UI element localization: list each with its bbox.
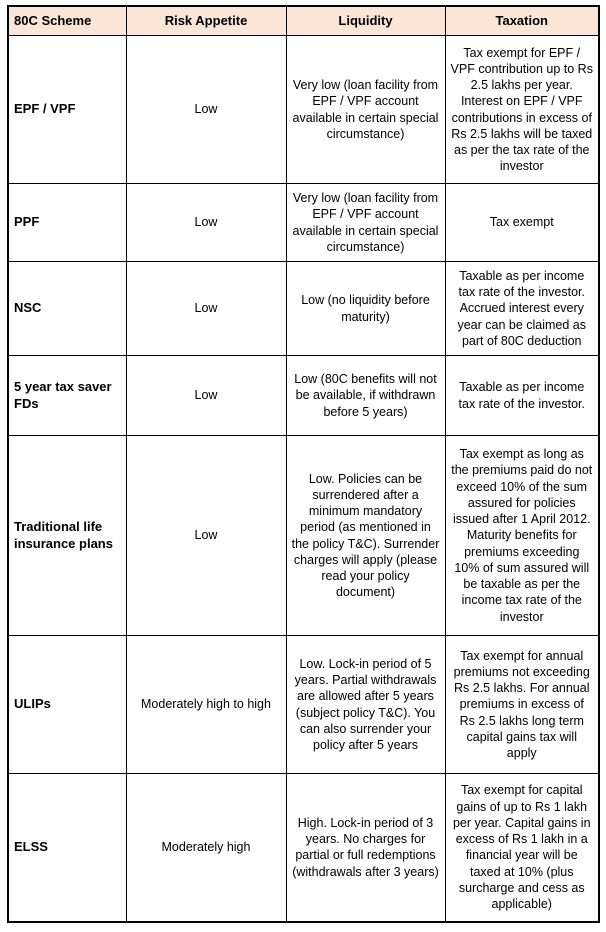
liquidity-cell: Low. Lock-in period of 5 years. Partial withdrawals are allowed after 5 years (subject policy T&C). You can also surrender your policy after 5 years xyxy=(286,636,445,774)
risk-appetite-cell: Moderately high to high xyxy=(126,636,286,774)
table-row xyxy=(8,774,599,922)
risk-appetite-cell: Low xyxy=(126,262,286,356)
taxation-cell: Tax exempt xyxy=(445,184,599,262)
liquidity-cell: Low. Policies can be surrendered after a minimum mandatory period (as mentioned in the policy T&C). Surrender charges will apply (please read your policy document) xyxy=(286,436,445,636)
table-row xyxy=(8,636,599,774)
scheme-cell: EPF / VPF xyxy=(8,36,126,184)
taxation-cell: Taxable as per income tax rate of the investor. Accrued interest every year can be claimed as part of 80C deduction xyxy=(445,262,599,356)
scheme-cell: NSC xyxy=(8,262,126,356)
liquidity-cell: High. Lock-in period of 3 years. No charges for partial or full redemptions (withdrawals after 3 years) xyxy=(286,774,445,922)
scheme-cell: Traditional life insurance plans xyxy=(8,436,126,636)
table-row xyxy=(8,436,599,636)
table-body xyxy=(8,36,599,922)
taxation-cell: Tax exempt for annual premiums not exceeding Rs 2.5 lakhs. For annual premiums in excess of Rs 2.5 lakhs long term capital gains tax will apply xyxy=(445,636,599,774)
column-header-scheme: 80C Scheme xyxy=(8,6,126,36)
column-header-risk-appetite: Risk Appetite xyxy=(126,6,286,36)
scheme-cell: ELSS xyxy=(8,774,126,922)
table-row xyxy=(8,262,599,356)
risk-appetite-cell: Low xyxy=(126,356,286,436)
liquidity-cell: Low (no liquidity before maturity) xyxy=(286,262,445,356)
scheme-cell: ULIPs xyxy=(8,636,126,774)
table-row xyxy=(8,36,599,184)
liquidity-cell: Low (80C benefits will not be available, if withdrawn before 5 years) xyxy=(286,356,445,436)
table-header xyxy=(8,6,599,36)
column-header-liquidity: Liquidity xyxy=(286,6,445,36)
liquidity-cell: Very low (loan facility from EPF / VPF account available in certain special circumstance) xyxy=(286,184,445,262)
80c-comparison-table xyxy=(7,5,600,923)
scheme-cell: 5 year tax saver FDs xyxy=(8,356,126,436)
header-row xyxy=(8,6,599,36)
scheme-cell: PPF xyxy=(8,184,126,262)
taxation-cell: Tax exempt as long as the premiums paid do not exceed 10% of the sum assured for policies issued after 1 April 2012. Maturity benefits for premiums exceeding 10% of sum assured will be taxable as per the income tax rate of the investor xyxy=(445,436,599,636)
risk-appetite-cell: Moderately high xyxy=(126,774,286,922)
column-header-taxation: Taxation xyxy=(445,6,599,36)
table-row xyxy=(8,184,599,262)
taxation-cell: Tax exempt for capital gains of up to Rs 1 lakh per year. Capital gains in excess of Rs 1 lakh in a financial year will be taxed at 10% (plus surcharge and cess as applicable) xyxy=(445,774,599,922)
taxation-cell: Taxable as per income tax rate of the investor. xyxy=(445,356,599,436)
table-row xyxy=(8,356,599,436)
risk-appetite-cell: Low xyxy=(126,36,286,184)
risk-appetite-cell: Low xyxy=(126,436,286,636)
liquidity-cell: Very low (loan facility from EPF / VPF account available in certain special circumstance) xyxy=(286,36,445,184)
risk-appetite-cell: Low xyxy=(126,184,286,262)
taxation-cell: Tax exempt for EPF / VPF contribution up to Rs 2.5 lakhs per year. Interest on EPF / VPF contributions in excess of Rs 2.5 lakhs will be taxed as per the tax rate of the investor xyxy=(445,36,599,184)
